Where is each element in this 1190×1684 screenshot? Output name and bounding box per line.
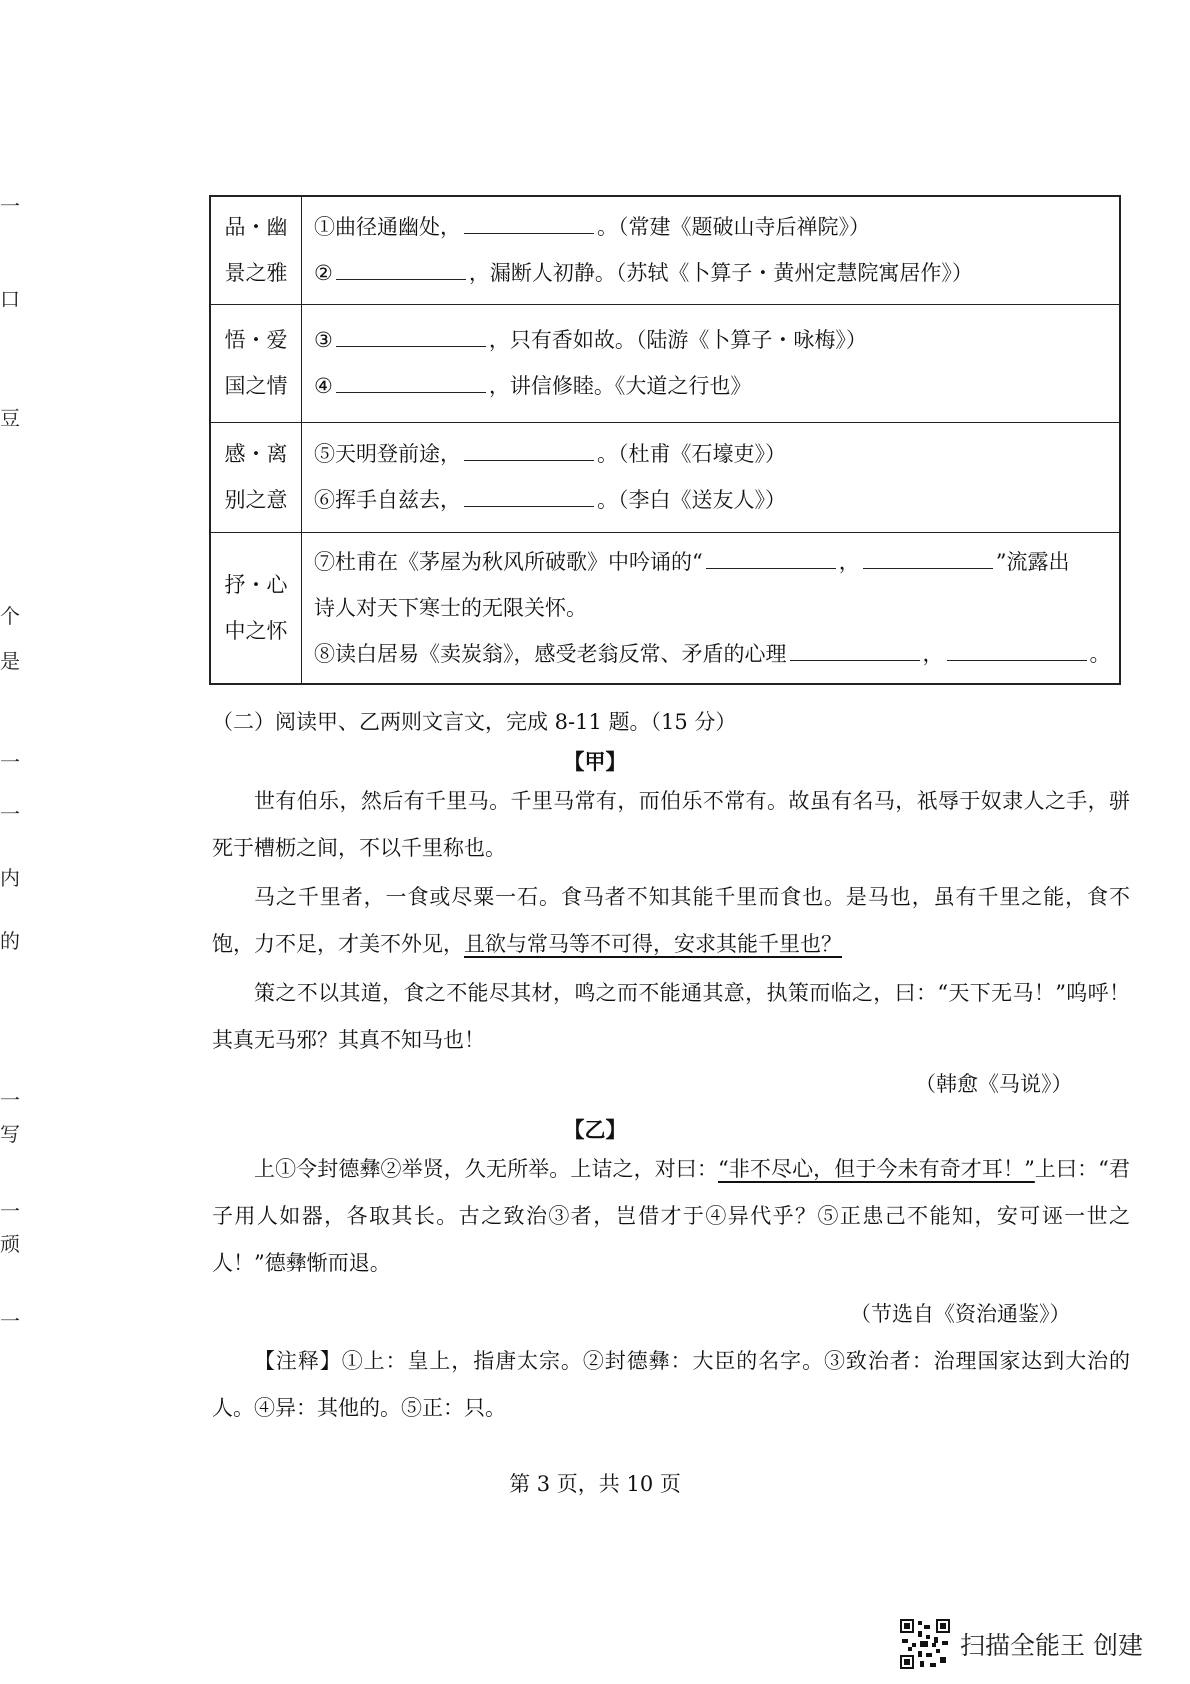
category-label: 别之意 bbox=[224, 488, 288, 512]
table-row bbox=[210, 422, 1120, 532]
margin-fragment: 个 bbox=[0, 604, 20, 628]
answer-blank[interactable] bbox=[790, 640, 920, 661]
fill-item-1: ①曲径通幽处， 。（常建《题破山寺后禅院》） bbox=[314, 215, 870, 240]
answer-blank[interactable] bbox=[336, 259, 466, 280]
yi-paragraph-1: 上①令封德彝②举贤，久无所举。上诘之，对曰：“非不尽心，但于今未有奇才耳！”上曰：“君子用人如器，各取其长。古之致治③者，岂借才于④异代乎？⑤正患己不能知，安可诬一世之人！”德彝惭而退。 bbox=[212, 1157, 1130, 1275]
answer-blank[interactable] bbox=[947, 640, 1087, 661]
margin-fragment: 一 bbox=[0, 802, 20, 826]
fill-item-3: ③ ，只有香如故。（陆游《卜算子・咏梅》） bbox=[314, 328, 867, 352]
table-row bbox=[210, 196, 1120, 304]
category-cell bbox=[210, 422, 302, 532]
qr-code-icon bbox=[900, 1619, 950, 1669]
poem-fill-table bbox=[209, 195, 1121, 685]
category-label: 中之怀 bbox=[224, 618, 288, 643]
margin-fragment: 写 bbox=[0, 1122, 20, 1146]
category-label: 悟・爱 bbox=[224, 328, 288, 352]
jia-paragraph-2: 马之千里者，一食或尽粟一石。食马者不知其能千里而食也。是马也，虽有千里之能，食不饱，力不足，才美不外见，且欲与常马等不可得，安求其能千里也？ bbox=[212, 885, 1130, 956]
fill-item-7-continuation: 诗人对天下寒士的无限关怀。 bbox=[314, 595, 587, 620]
margin-fragment: 一 bbox=[0, 1199, 20, 1223]
items-cell bbox=[302, 422, 1121, 532]
margin-fragment: 顽 bbox=[0, 1232, 20, 1256]
category-label: 国之情 bbox=[224, 374, 288, 398]
category-cell bbox=[210, 532, 302, 684]
answer-blank[interactable] bbox=[464, 486, 594, 507]
category-label: 品・幽 bbox=[224, 215, 288, 240]
category-cell bbox=[210, 304, 302, 422]
jia-paragraph-3: 策之不以其道，食之不能尽其材，鸣之而不能通其意，执策而临之，曰：“天下无马！”呜呼！其真无马邪？其真不知马也！ bbox=[212, 981, 1130, 1052]
fill-item-5: ⑤天明登前途， 。（杜甫《石壕吏》） bbox=[314, 442, 786, 466]
fill-item-6: ⑥挥手自兹去， 。（李白《送友人》） bbox=[314, 488, 786, 512]
margin-fragment: 口 bbox=[0, 287, 20, 311]
answer-blank[interactable] bbox=[706, 548, 836, 569]
margin-fragment: 一 bbox=[0, 194, 20, 218]
margin-fragment: 一 bbox=[0, 1309, 20, 1333]
fill-item-8: ⑧读白居易《卖炭翁》，感受老翁反常、矛盾的心理 ， 。 bbox=[314, 641, 1111, 666]
margin-fragment: 一 bbox=[0, 1088, 20, 1112]
margin-fragment: 内 bbox=[0, 866, 20, 890]
answer-blank[interactable] bbox=[336, 326, 486, 347]
items-cell bbox=[302, 532, 1121, 684]
margin-fragment: 豆 bbox=[0, 406, 20, 430]
fill-item-4: ④ ，讲信修睦。《大道之行也》 bbox=[314, 374, 752, 398]
fill-item-7: ⑦杜甫在《茅屋为秋风所破歌》中吟诵的“ ， ”流露出 bbox=[314, 549, 1070, 574]
yi-notes: 【注释】①上：皇上，指唐太宗。②封德彝：大臣的名字。③致治者：治理国家达到大治的人。④异：其他的。⑤正：只。 bbox=[212, 1349, 1130, 1420]
section-title-yi: 【乙】 bbox=[563, 1117, 627, 1142]
fill-item-2: ② ，漏断人初静。（苏轼《卜算子・黄州定慧院寓居作》） bbox=[314, 261, 973, 286]
margin-fragment: 一 bbox=[0, 750, 20, 774]
question-header: （二）阅读甲、乙两则文言文，完成 8-11 题。（15 分） bbox=[212, 710, 737, 734]
table-row bbox=[210, 304, 1120, 422]
jia-paragraph-1: 世有伯乐，然后有千里马。千里马常有，而伯乐不常有。故虽有名马，祇辱于奴隶人之手，骈死于槽枥之间，不以千里称也。 bbox=[212, 789, 1130, 860]
jia-source: （韩愈《马说》） bbox=[915, 1072, 1073, 1096]
margin-fragment: 的 bbox=[0, 929, 20, 953]
answer-blank[interactable] bbox=[863, 548, 993, 569]
section-title-jia: 【甲】 bbox=[563, 749, 627, 774]
scanner-watermark bbox=[900, 1618, 1160, 1670]
underlined-sentence: 且欲与常马等不可得，安求其能千里也？ bbox=[464, 932, 842, 956]
answer-blank[interactable] bbox=[464, 213, 594, 234]
category-label: 景之雅 bbox=[224, 261, 288, 286]
margin-fragment: 是 bbox=[0, 649, 20, 673]
underlined-sentence: “非不尽心，但于今未有奇才耳！” bbox=[717, 1157, 1035, 1181]
watermark-text: 扫描全能王 创建 bbox=[960, 1631, 1143, 1660]
category-label: 抒・心 bbox=[224, 572, 288, 597]
category-cell bbox=[210, 196, 302, 304]
answer-blank[interactable] bbox=[464, 440, 594, 461]
yi-source: （节选自《资治通鉴》） bbox=[850, 1302, 1071, 1326]
category-label: 感・离 bbox=[224, 442, 288, 466]
table-row bbox=[210, 532, 1120, 684]
page-number: 第 3 页，共 10 页 bbox=[509, 1472, 681, 1496]
answer-blank[interactable] bbox=[336, 372, 486, 393]
items-cell bbox=[302, 196, 1121, 304]
items-cell bbox=[302, 304, 1121, 422]
